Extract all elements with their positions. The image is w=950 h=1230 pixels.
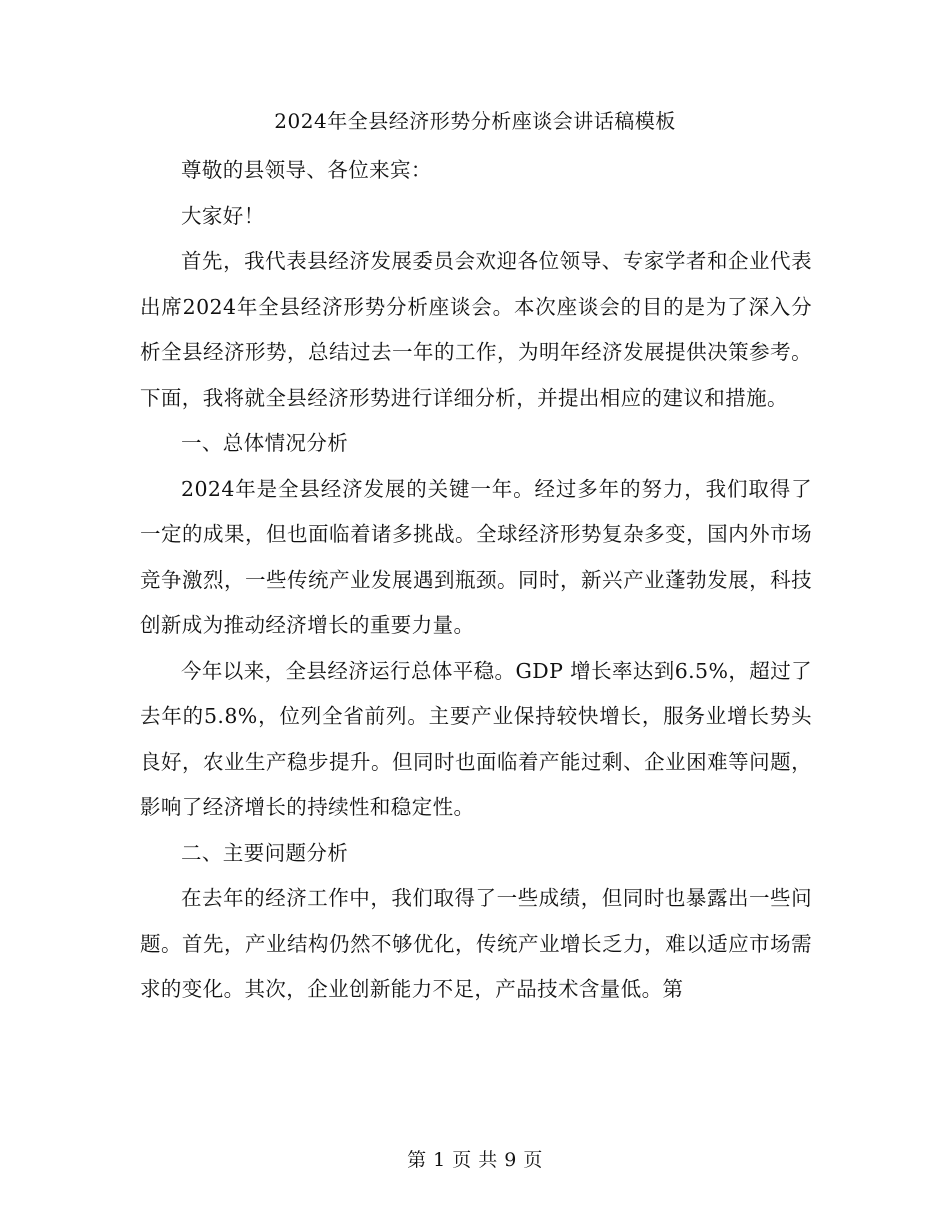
salutation: 尊敬的县领导、各位来宾： — [181, 158, 432, 182]
problems-paragraph-1: 在去年的经济工作中，我们取得了一些成绩，但同时也暴露出一些问题。首先，产业结构仍然不够优化，传统产业增长乏力，难以适应市场需求的变化。其次，企业创新能力不足，产品技术含量低。第 — [140, 886, 812, 1001]
greeting: 大家好！ — [181, 203, 265, 228]
overall-paragraph-1: 2024年是全县经济发展的关键一年。经过多年的努力，我们取得了一定的成果，但也面临着诸多挑战。全球经济形势复杂多变，国内外市场竞争激烈，一些传统产业发展遇到瓶颈。同时，新兴产业蓬勃发展，科技创新成为推动经济增长的重要力量。 — [140, 476, 812, 637]
opening-paragraph: 首先，我代表县经济发展委员会欢迎各位领导、专家学者和企业代表出席2024年全县经济形势分析座谈会。本次座谈会的目的是为了深入分析全县经济形势，总结过去一年的工作，为明年经济发展提供决策参考。下面，我将就全县经济形势进行详细分析，并提出相应的建议和措施。 — [140, 249, 812, 410]
document-title: 2024年全县经济形势分析座谈会讲话稿模板 — [274, 109, 676, 133]
section-heading-overall: 一、总体情况分析 — [181, 431, 349, 455]
overall-paragraph-2: 今年以来，全县经济运行总体平稳。GDP 增长率达到6.5%，超过了去年的5.8%，位列全省前列。主要产业保持较快增长，服务业增长势头良好，农业生产稳步提升。但同时也面临着产能过剩、企业困难等问题，影响了经济增长的持续性和稳定性。 — [140, 658, 812, 819]
page-number-footer: 第 1 页 共 9 页 — [407, 1149, 543, 1171]
document-body — [140, 148, 812, 1013]
section-heading-problems: 二、主要问题分析 — [181, 840, 349, 865]
